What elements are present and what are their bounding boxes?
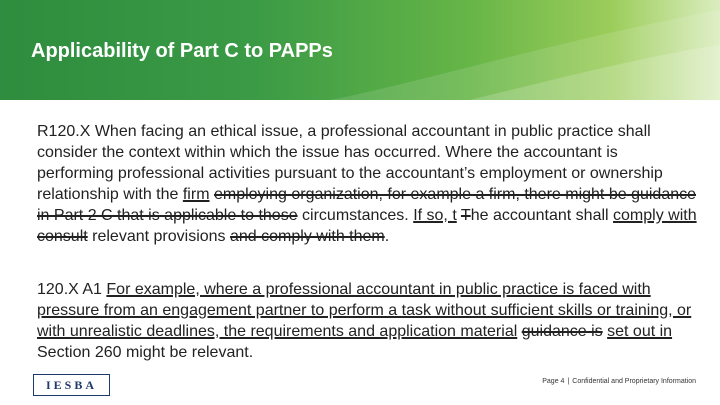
- paragraph-a1-segment: 120.X A1: [37, 281, 107, 298]
- title-banner: [0, 0, 720, 100]
- inserted-text: firm: [182, 186, 210, 203]
- slide-title: Applicability of Part C to PAPPs: [31, 40, 333, 62]
- deleted-text: consult: [37, 228, 88, 245]
- deleted-text: T: [460, 207, 471, 224]
- paragraph-r120-segment: relevant provisions: [87, 228, 230, 245]
- inserted-text: For example, where a professional accountant in public practice is faced with pressure from an engagement partner to perform a task without sufficient skills or training, or with unrealistic deadlines, the requirements and application material: [37, 281, 692, 340]
- confidentiality-label: Confidential and Proprietary Information: [572, 378, 696, 385]
- paragraph-r120-segment: he accountant shall: [470, 207, 614, 224]
- inserted-text: If so, t: [413, 207, 457, 224]
- paragraph-r120-segment: .: [384, 228, 390, 245]
- footer-separator: |: [567, 378, 570, 385]
- deleted-text: and comply with them: [230, 228, 385, 245]
- page-number: Page 4: [542, 378, 565, 385]
- inserted-text: set out in: [607, 323, 673, 340]
- inserted-text: comply with: [613, 207, 697, 224]
- paragraph-r120: [37, 121, 697, 247]
- paragraph-a1-segment: Section 260 might be relevant.: [37, 344, 254, 361]
- footer: [542, 378, 696, 385]
- iesba-logo: IESBA: [33, 374, 110, 396]
- deleted-text: employing organization, for example a firm, there might be guidance in Part 2 C that is applicable to those: [37, 186, 697, 224]
- deleted-text: guidance is: [521, 323, 603, 340]
- paragraph-120-a1: [37, 279, 697, 363]
- paragraph-r120-segment: R120.X When facing an ethical issue, a professional accountant in public practice shall consider the context within which the issue has occurred. Where the accountant is performing professional activities pursuant to the accountant’s employment or ownership relationship with the: [37, 123, 663, 203]
- paragraph-r120-segment: circumstances.: [297, 207, 414, 224]
